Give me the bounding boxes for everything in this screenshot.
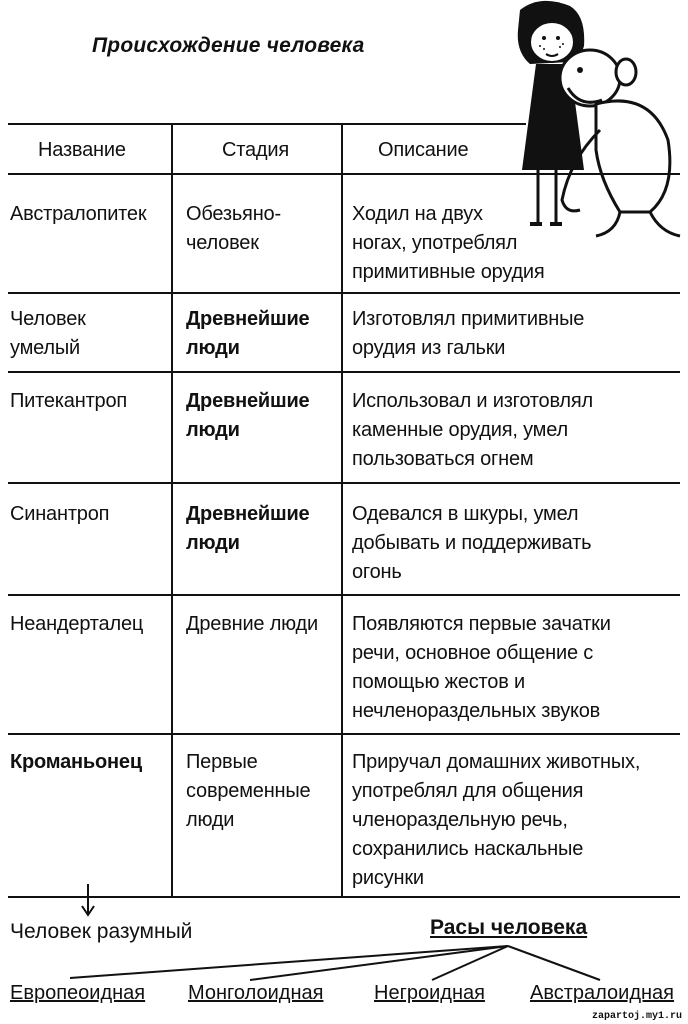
row-name: Неандерталец <box>10 613 144 635</box>
table-rule <box>8 123 526 125</box>
header-description: Описание <box>378 139 469 161</box>
row-description: Использовал и изготовлял каменные орудия, умел пользоваться огнем <box>352 390 594 470</box>
row-name: Австралопитек <box>10 203 147 225</box>
watermark: zapartoj.my1.ru <box>591 1011 682 1022</box>
row-name: Синантроп <box>10 503 110 525</box>
row-stage: Древнейшие люди <box>186 308 310 359</box>
row-name: Кроманьонец <box>10 751 142 773</box>
row-stage: Первые современные люди <box>186 751 311 831</box>
row-description: Появляются первые зачатки речи, основное общение с помощью жестов и нечленораздельных звуков <box>352 613 611 722</box>
page-title: Происхождение человека <box>92 34 365 57</box>
race-australoid: Австралоидная <box>530 982 675 1004</box>
homo-sapiens-label: Человек разумный <box>10 920 193 943</box>
table-rule <box>8 173 680 175</box>
row-stage: Древние люди <box>186 613 318 635</box>
row-stage: Обезьяно- человек <box>186 203 281 254</box>
row-description: Изготовлял примитивные орудия из гальки <box>352 308 585 359</box>
race-mongoloid: Монголоидная <box>188 982 324 1004</box>
row-description: Приручал домашних животных, употреблял для общения членораздельную речь, сохранились наскальные рисунки <box>352 751 641 889</box>
row-description: Ходил на двух ногах, употреблял примитивные орудия <box>352 203 545 283</box>
table-rule <box>8 482 680 484</box>
table-rule <box>8 733 680 735</box>
table-column-rule <box>341 123 343 898</box>
row-name: Человек умелый <box>10 308 86 359</box>
races-title: Расы человека <box>430 916 588 939</box>
table-rule <box>8 896 680 898</box>
header-stage: Стадия <box>222 139 289 161</box>
race-europeoid: Европеоидная <box>10 982 146 1004</box>
row-stage: Древнейшие люди <box>186 503 310 554</box>
table-column-rule <box>171 123 173 898</box>
row-description: Одевался в шкуры, умел добывать и поддерживать огонь <box>352 503 592 583</box>
table-rule <box>8 594 680 596</box>
row-stage: Древнейшие люди <box>186 390 310 441</box>
race-negroid: Негроидная <box>374 982 485 1004</box>
table-rule <box>8 292 680 294</box>
table-rule <box>8 371 680 373</box>
row-name: Питекантроп <box>10 390 127 412</box>
header-name: Название <box>38 139 126 161</box>
arrow-down-icon <box>80 884 96 918</box>
